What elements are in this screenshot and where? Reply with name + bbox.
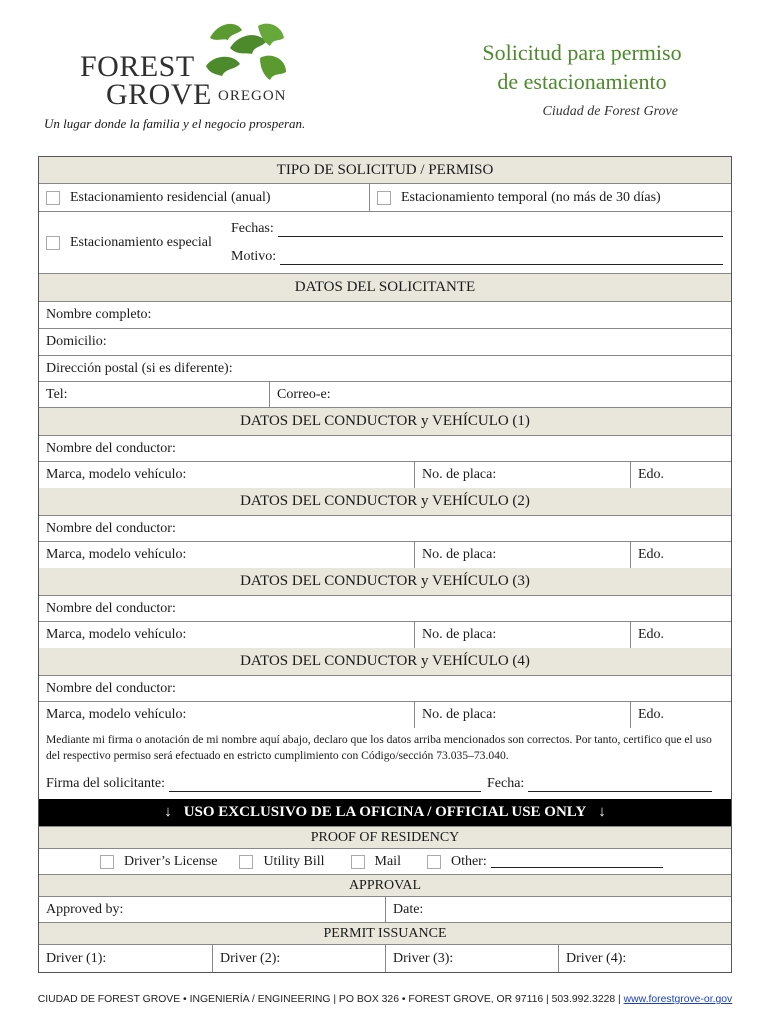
signature-row <box>39 768 731 792</box>
email-field[interactable] <box>269 382 731 407</box>
proof-options <box>39 849 731 875</box>
approved-by-label: Approved by: <box>46 901 124 917</box>
special-checkbox[interactable] <box>46 236 60 250</box>
approval-row <box>39 897 731 923</box>
email-label: Correo-e: <box>277 386 331 402</box>
plate-field[interactable] <box>414 702 630 728</box>
proof-option-label: Mail <box>374 853 401 869</box>
section-issuance <box>39 923 731 945</box>
signature-date-line[interactable] <box>528 779 712 792</box>
make-label: Marca, modelo vehículo: <box>46 707 187 722</box>
state-field[interactable] <box>630 462 731 488</box>
state-label: Edo. <box>638 627 665 642</box>
section-proof <box>39 827 731 849</box>
driver-name-field[interactable] <box>39 676 731 702</box>
postal-address-field[interactable] <box>39 356 731 382</box>
full-name-label: Nombre completo: <box>46 307 152 322</box>
address-label: Domicilio: <box>46 334 107 349</box>
city-logo <box>70 18 310 113</box>
driver-label: Nombre del conductor: <box>46 440 176 456</box>
mail-checkbox[interactable] <box>351 855 365 869</box>
logo-word-forest: FOREST <box>80 50 195 83</box>
vehicle-heading <box>39 408 731 436</box>
driver-3-field[interactable] <box>385 945 558 972</box>
request-row-1 <box>39 184 731 212</box>
section-heading: USO EXCLUSIVO DE LA OFICINA / OFFICIAL USE ONLY <box>183 804 587 820</box>
vehicle-section-4 <box>39 648 731 728</box>
proof-option-label: Utility Bill <box>263 853 325 869</box>
residential-option[interactable] <box>39 184 369 211</box>
driver-issuance-label: Driver (2): <box>220 950 281 966</box>
arrow-down-icon: ↓ <box>164 804 172 820</box>
approval-date-field[interactable] <box>385 897 731 922</box>
title-line-2: de estacionamiento <box>497 69 667 94</box>
vehicle-heading <box>39 488 731 516</box>
permit-form <box>38 156 732 973</box>
state-field[interactable] <box>630 622 731 648</box>
postal-label: Dirección postal (si es diferente): <box>46 360 233 376</box>
proof-option-label: Driver’s License <box>124 853 218 869</box>
section-heading: DATOS DEL CONDUCTOR y VEHÍCULO (3) <box>240 573 530 589</box>
dates-field[interactable] <box>231 221 723 237</box>
phone-field[interactable] <box>39 382 269 407</box>
vehicle-heading <box>39 648 731 676</box>
approved-by-field[interactable] <box>39 897 385 922</box>
section-heading: DATOS DEL SOLICITANTE <box>294 279 476 295</box>
driver-label: Nombre del conductor: <box>46 680 176 696</box>
plate-label: No. de placa: <box>422 547 497 562</box>
declaration-block <box>39 728 731 799</box>
state-field[interactable] <box>630 542 731 568</box>
make-field[interactable] <box>39 542 414 568</box>
vehicle-row <box>39 462 731 488</box>
section-approval <box>39 875 731 897</box>
vehicle-section-1 <box>39 408 731 488</box>
footer <box>0 994 770 1005</box>
dates-label: Fechas: <box>231 220 274 236</box>
full-name-field[interactable] <box>39 302 731 329</box>
signature-line[interactable] <box>169 779 481 792</box>
section-heading: PERMIT ISSUANCE <box>323 925 447 941</box>
plate-label: No. de placa: <box>422 467 497 482</box>
footer-text: CIUDAD DE FOREST GROVE • INGENIERÍA / ENGINEERING | PO BOX 326 • FOREST GROVE, OR 97116 | 503.992.3228 | <box>37 994 621 1005</box>
utility-bill-checkbox[interactable] <box>239 855 253 869</box>
make-label: Marca, modelo vehículo: <box>46 547 187 562</box>
document-title <box>452 38 712 96</box>
section-heading: APPROVAL <box>348 877 422 893</box>
drivers-license-checkbox[interactable] <box>100 855 114 869</box>
driver-issuance-label: Driver (1): <box>46 950 107 966</box>
approval-date-label: Date: <box>393 901 424 917</box>
title-line-1: Solicitud para permiso <box>482 40 682 65</box>
logo-word-oregon: OREGON <box>218 88 287 104</box>
plate-field[interactable] <box>414 462 630 488</box>
plate-label: No. de placa: <box>422 627 497 642</box>
oak-leaf-icon <box>200 18 290 98</box>
temporary-checkbox[interactable] <box>377 191 391 205</box>
logo-word-grove: GROVE <box>106 78 212 111</box>
section-applicant <box>39 274 731 302</box>
other-checkbox[interactable] <box>427 855 441 869</box>
phone-label: Tel: <box>46 386 68 402</box>
make-label: Marca, modelo vehículo: <box>46 627 187 642</box>
driver-name-field[interactable] <box>39 516 731 542</box>
signature-label: Firma del solicitante: <box>46 776 165 791</box>
section-request-type <box>39 157 731 184</box>
plate-field[interactable] <box>414 622 630 648</box>
make-field[interactable] <box>39 622 414 648</box>
section-office-use <box>39 799 731 827</box>
driver-label: Nombre del conductor: <box>46 520 176 536</box>
tagline: Un lugar donde la familia y el negocio prosperan. <box>44 116 306 131</box>
make-label: Marca, modelo vehículo: <box>46 467 187 482</box>
vehicle-section-2 <box>39 488 731 568</box>
state-label: Edo. <box>638 547 665 562</box>
vehicle-row <box>39 542 731 568</box>
reason-field[interactable] <box>231 249 723 265</box>
residential-checkbox[interactable] <box>46 191 60 205</box>
section-heading: TIPO DE SOLICITUD / PERMISO <box>276 161 494 178</box>
driver-label: Nombre del conductor: <box>46 600 176 616</box>
plate-field[interactable] <box>414 542 630 568</box>
section-heading: DATOS DEL CONDUCTOR y VEHÍCULO (2) <box>240 493 530 509</box>
issuance-row <box>39 945 731 972</box>
driver-2-field[interactable] <box>212 945 385 972</box>
section-heading: DATOS DEL CONDUCTOR y VEHÍCULO (1) <box>240 413 530 429</box>
plate-label: No. de placa: <box>422 707 497 722</box>
vehicle-section-3 <box>39 568 731 648</box>
driver-name-field[interactable] <box>39 436 731 462</box>
proof-other-line[interactable] <box>491 855 663 868</box>
address-field[interactable] <box>39 329 731 356</box>
arrow-down-icon: ↓ <box>598 804 606 820</box>
vehicle-heading <box>39 568 731 596</box>
declaration-text: Mediante mi firma o anotación de mi nombre aquí abajo, declaro que los datos arriba mencionados son correctos. Por tanto, certifico que el uso del respectivo permiso será efectuado en estricto cumplimiento con Código/sección 73.035–73.040. <box>46 733 712 762</box>
temporary-option[interactable] <box>369 184 731 211</box>
residential-label: Estacionamiento residencial (anual) <box>70 189 271 205</box>
driver-issuance-label: Driver (4): <box>566 950 627 966</box>
proof-other-label: Other: <box>450 853 487 869</box>
driver-name-field[interactable] <box>39 596 731 622</box>
dates-line[interactable] <box>278 224 723 237</box>
contact-row <box>39 382 731 408</box>
state-label: Edo. <box>638 707 665 722</box>
state-field[interactable] <box>630 702 731 728</box>
signature-date-label: Fecha: <box>486 776 525 791</box>
driver-1-field[interactable] <box>39 945 212 972</box>
reason-label: Motivo: <box>231 248 277 264</box>
state-label: Edo. <box>638 467 665 482</box>
website-link[interactable]: www.forestgrove-or.gov <box>623 994 733 1005</box>
special-label: Estacionamiento especial <box>70 234 212 250</box>
section-heading: DATOS DEL CONDUCTOR y VEHÍCULO (4) <box>240 653 530 669</box>
make-field[interactable] <box>39 702 414 728</box>
temporary-label: Estacionamiento temporal (no más de 30 días) <box>401 189 661 205</box>
special-details <box>231 212 731 273</box>
vehicle-row <box>39 702 731 728</box>
driver-issuance-label: Driver (3): <box>393 950 454 966</box>
make-field[interactable] <box>39 462 414 488</box>
vehicle-row <box>39 622 731 648</box>
request-row-2 <box>39 212 731 274</box>
driver-4-field[interactable] <box>558 945 731 972</box>
special-option[interactable] <box>39 212 231 273</box>
city-name: Ciudad de Forest Grove <box>542 104 678 119</box>
section-heading: PROOF OF RESIDENCY <box>310 829 460 845</box>
reason-line[interactable] <box>280 252 723 265</box>
